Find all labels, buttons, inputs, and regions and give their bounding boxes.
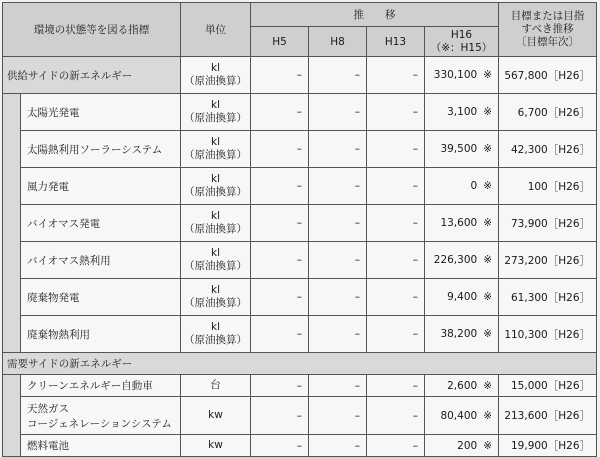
unit-line1: kl <box>211 247 220 259</box>
target-cell: 567,800［H26］ <box>499 57 597 94</box>
h16-cell <box>425 435 499 457</box>
header-unit: 単位 <box>181 3 251 57</box>
h16-cell <box>425 242 499 279</box>
unit-cell <box>181 316 251 353</box>
footnote-mark: ※ <box>483 254 492 266</box>
h8-cell: – <box>309 435 367 457</box>
header-h8: H8 <box>309 27 367 57</box>
target-cell: 42,300［H26］ <box>499 131 597 168</box>
table-row <box>3 316 597 353</box>
h13-cell: – <box>367 57 425 94</box>
target-cell: 19,900［H26］ <box>499 435 597 457</box>
h8-cell: – <box>309 131 367 168</box>
unit-cell <box>181 242 251 279</box>
h5-cell: – <box>251 94 309 131</box>
h16-cell <box>425 397 499 435</box>
header-target-line3: 〔目標年次〕 <box>516 36 579 48</box>
h8-cell: – <box>309 57 367 94</box>
footnote-mark: ※ <box>483 180 492 192</box>
h13-cell: – <box>367 375 425 397</box>
h16-value: 0 <box>470 180 478 192</box>
table-row <box>3 94 597 131</box>
header-h13: H13 <box>367 27 425 57</box>
h13-cell: – <box>367 131 425 168</box>
footnote-mark: ※ <box>483 217 492 229</box>
unit-line2: （原油換算） <box>184 149 247 161</box>
unit-line1: kl <box>211 99 220 111</box>
unit-cell <box>181 205 251 242</box>
unit-line2: （原油換算） <box>184 186 247 198</box>
h16-value: 13,600 <box>440 217 478 229</box>
header-indicator: 環境の状態等を図る指標 <box>3 3 181 57</box>
h16-value: 330,100 <box>433 69 478 81</box>
h8-cell: – <box>309 397 367 435</box>
unit-line1: kl <box>211 210 220 222</box>
h13-cell: – <box>367 279 425 316</box>
table-row <box>3 435 597 457</box>
footnote-mark: ※ <box>483 379 492 392</box>
h8-cell: – <box>309 375 367 397</box>
unit-line1: kl <box>211 136 220 148</box>
item-label <box>21 397 181 435</box>
item-label: 太陽熱利用ソーラーシステム <box>21 131 181 168</box>
unit-line1: kl <box>211 173 220 185</box>
h16-value: 9,400 <box>447 291 478 303</box>
table-row <box>3 168 597 205</box>
header-target-line2: すべき推移 <box>521 23 574 35</box>
energy-indicator-table <box>2 2 597 457</box>
h16-cell <box>425 279 499 316</box>
h8-cell: – <box>309 94 367 131</box>
h5-cell: – <box>251 242 309 279</box>
indent-spacer <box>3 375 21 457</box>
footnote-mark: ※ <box>483 143 492 155</box>
unit-cell <box>181 94 251 131</box>
unit-line2: （原油換算） <box>184 112 247 124</box>
item-label-line1: クリーンエネルギー自動車 <box>27 380 153 392</box>
unit-cell <box>181 57 251 94</box>
h16-cell <box>425 131 499 168</box>
table-row <box>3 131 597 168</box>
footnote-mark: ※ <box>483 409 492 422</box>
category-label: 需要サイドの新エネルギー <box>3 353 597 375</box>
item-label: 太陽光発電 <box>21 94 181 131</box>
target-cell: 61,300［H26］ <box>499 279 597 316</box>
unit-cell <box>181 131 251 168</box>
target-cell: 273,200［H26］ <box>499 242 597 279</box>
h16-value: 3,100 <box>447 106 478 118</box>
h13-cell: – <box>367 242 425 279</box>
target-cell: 6,700［H26］ <box>499 94 597 131</box>
h5-cell: – <box>251 397 309 435</box>
table-row <box>3 397 597 435</box>
indent-spacer <box>3 94 21 353</box>
h13-cell: – <box>367 205 425 242</box>
h5-cell: – <box>251 131 309 168</box>
h13-cell: – <box>367 397 425 435</box>
item-label: 廃棄物熱利用 <box>21 316 181 353</box>
unit-line1: kl <box>211 62 220 74</box>
header-h16 <box>425 27 499 57</box>
h5-cell: – <box>251 375 309 397</box>
target-cell: 213,600［H26］ <box>499 397 597 435</box>
footnote-mark: ※ <box>483 69 492 81</box>
header-h16-line1: H16 <box>450 28 473 41</box>
h5-cell: – <box>251 57 309 94</box>
item-label: バイオマス発電 <box>21 205 181 242</box>
unit-line2: （原油換算） <box>184 75 247 87</box>
h13-cell: – <box>367 316 425 353</box>
item-label: 風力発電 <box>21 168 181 205</box>
category-label: 供給サイドの新エネルギー <box>3 57 181 94</box>
target-cell: 15,000［H26］ <box>499 375 597 397</box>
h5-cell: – <box>251 205 309 242</box>
h8-cell: – <box>309 205 367 242</box>
unit-line1: kl <box>211 321 220 333</box>
h16-cell <box>425 316 499 353</box>
header-target-line1: 目標または目指 <box>510 10 585 22</box>
h8-cell: – <box>309 279 367 316</box>
h8-cell: – <box>309 316 367 353</box>
h8-cell: – <box>309 168 367 205</box>
item-label-line1: 天然ガス <box>27 402 69 415</box>
unit-cell: kw <box>181 435 251 457</box>
h13-cell: – <box>367 94 425 131</box>
h16-value: 39,500 <box>440 143 478 155</box>
h5-cell: – <box>251 279 309 316</box>
item-label <box>21 435 181 457</box>
footnote-mark: ※ <box>483 291 492 303</box>
unit-line2: （原油換算） <box>184 260 247 272</box>
unit-cell: 台 <box>181 375 251 397</box>
h16-cell <box>425 205 499 242</box>
h5-cell: – <box>251 316 309 353</box>
h5-cell: – <box>251 168 309 205</box>
h5-cell: – <box>251 435 309 457</box>
item-label-line2: コージェネレーションシステム <box>27 417 172 430</box>
target-cell: 110,300［H26］ <box>499 316 597 353</box>
footnote-mark: ※ <box>483 106 492 118</box>
item-label-line1: 燃料電池 <box>27 440 69 452</box>
unit-line2: （原油換算） <box>184 334 247 346</box>
h16-value: 80,400 <box>440 409 478 422</box>
table-row <box>3 353 597 375</box>
table-row <box>3 57 597 94</box>
table-row <box>3 279 597 316</box>
footnote-mark: ※ <box>483 328 492 340</box>
h16-value: 200 <box>457 439 478 452</box>
target-cell: 73,900［H26］ <box>499 205 597 242</box>
h13-cell: – <box>367 168 425 205</box>
h16-cell <box>425 168 499 205</box>
unit-cell <box>181 279 251 316</box>
table-row <box>3 205 597 242</box>
unit-cell <box>181 168 251 205</box>
unit-line1: kl <box>211 284 220 296</box>
header-h5: H5 <box>251 27 309 57</box>
h16-value: 2,600 <box>447 379 478 392</box>
h16-cell <box>425 94 499 131</box>
unit-line2: （原油換算） <box>184 223 247 235</box>
header-h16-line2: （※：H15） <box>430 41 493 54</box>
item-label <box>21 375 181 397</box>
header-trend: 推 移 <box>251 3 499 27</box>
h13-cell: – <box>367 435 425 457</box>
h16-cell <box>425 375 499 397</box>
energy-indicator-table-page <box>2 2 596 452</box>
table-row <box>3 375 597 397</box>
h16-value: 226,300 <box>433 254 478 266</box>
table-row <box>3 242 597 279</box>
header-target <box>499 3 597 57</box>
h16-cell <box>425 57 499 94</box>
unit-cell: kw <box>181 397 251 435</box>
footnote-mark: ※ <box>483 439 492 452</box>
h16-value: 38,200 <box>440 328 478 340</box>
h8-cell: – <box>309 242 367 279</box>
item-label: 廃棄物発電 <box>21 279 181 316</box>
target-cell: 100［H26］ <box>499 168 597 205</box>
unit-line2: （原油換算） <box>184 297 247 309</box>
item-label: バイオマス熱利用 <box>21 242 181 279</box>
